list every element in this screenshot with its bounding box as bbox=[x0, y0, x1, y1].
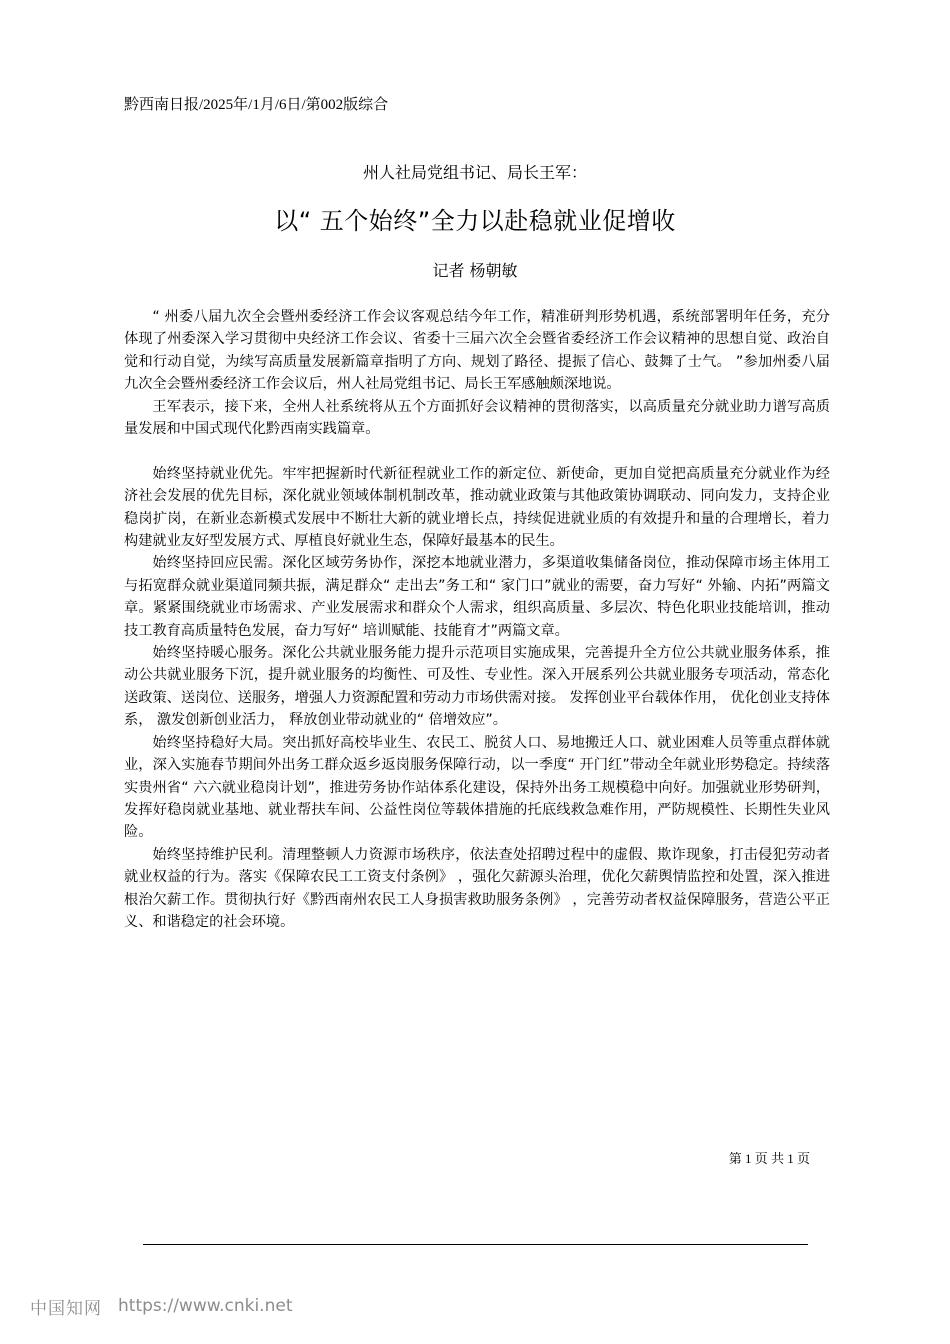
article-subtitle: 州人社局党组书记、局长王军： bbox=[362, 163, 587, 182]
paragraph: 始终坚持维护民利。清理整顿人力资源市场秩序，依法查处招聘过程中的虚假、欺诈现象，打击侵犯劳动者就业权益的行为。落实《保障农民工工资支付条例》 ，强化欠薪源头治理，优化欠薪舆情监控和处置，深入推进根治欠薪工作。贯彻执行好《黔西南州农民工人身损害救助服务条例》 ，完善劳动者权益保障服务，营造公平正义、和谐稳定的社会环境。 bbox=[124, 846, 830, 930]
article-body bbox=[124, 306, 830, 933]
footer-divider bbox=[143, 1244, 808, 1245]
article-source: 黔西南日报/2025年/1月/6日/第002版综合 bbox=[124, 97, 389, 113]
paragraph: 王军表示，接下来，全州人社系统将从五个方面抓好会议精神的贯彻落实，以高质量充分就业助力谱写高质量发展和中国式现代化黔西南实践篇章。 bbox=[124, 398, 830, 438]
cnki-logo: 中国知网 bbox=[30, 1298, 102, 1319]
cnki-watermark bbox=[30, 1293, 292, 1319]
article-author: 记者 杨朝敏 bbox=[432, 261, 518, 280]
article-title: 以“ 五个始终”全力以赴稳就业促增收 bbox=[274, 207, 676, 235]
cnki-url[interactable]: https://www.cnki.net bbox=[118, 1296, 293, 1316]
paragraph: 始终坚持回应民需。深化区域劳务协作，深挖本地就业潜力，多渠道收集储备岗位，推动保障市场主体用工与拓宽群众就业渠道同频共振，满足群众“ 走出去”务工和“ 家门口”就业的需要，奋力写好“ 外输、内拓”两篇文章。紧紧围绕就业市场需求、产业发展需求和群众个人需求，组织高质量、多层次、特色化职业技能培训，推动技工教育高质量特色发展，奋力写好“ 培训赋能、技能育才”两篇文章。 bbox=[124, 555, 830, 639]
paragraph: 始终坚持暖心服务。深化公共就业服务能力提升示范项目实施成果，完善提升全方位公共就业服务体系，推动公共就业服务下沉，提升就业服务的均衡性、可及性、专业性。深入开展系列公共就业服务专项活动，常态化送政策、送岗位、送服务，增强人力资源配置和劳动力市场供需对接。 发挥创业平台载体作用， 优化创业支持体系， 激发创新创业活力， 释放创业带动就业的“ 倍增效应”。 bbox=[124, 645, 830, 729]
page-number: 第 1 页 共 1 页 bbox=[728, 1151, 810, 1166]
paragraph: 始终坚持稳好大局。突出抓好高校毕业生、农民工、脱贫人口、易地搬迁人口、就业困难人员等重点群体就业，深入实施春节期间外出务工群众返乡返岗服务保障行动，以一季度“ 开门红”带动全年就业形势稳定。持续落实贵州省“ 六六就业稳岗计划”，推进劳务协作站体系化建设，保持外出务工规模稳中向好。加强就业形势研判，发挥好稳岗就业基地、就业帮扶车间、公益性岗位等载体措施的托底线救急难作用，严防规模性、长期性失业风险。 bbox=[124, 734, 830, 841]
paragraph: 始终坚持就业优先。牢牢把握新时代新征程就业工作的新定位、新使命，更加自觉把高质量充分就业作为经济社会发展的优先目标，深化就业领域体制机制改革，推动就业政策与其他政策协调联动、同向发力，支持企业稳岗扩岗，在新业态新模式发展中不断壮大新的就业增长点，持续促进就业质的有效提升和量的合理增长，着力构建就业友好型发展方式、厚植良好就业生态，保障好最基本的民生。 bbox=[124, 465, 830, 550]
paragraph: “ 州委八届九次全会暨州委经济工作会议客观总结今年工作，精准研判形势机遇，系统部署明年任务，充分体现了州委深入学习贯彻中央经济工作会议、省委十三届六次全会暨省委经济工作会议精神的思想自觉、政治自觉和行动自觉，为续写高质量发展新篇章指明了方向、规划了路径、提振了信心、鼓舞了士气。 ”参加州委八届九次全会暨州委经济工作会议后，州人社局党组书记、局长王军感触颇深地说。 bbox=[124, 309, 830, 393]
